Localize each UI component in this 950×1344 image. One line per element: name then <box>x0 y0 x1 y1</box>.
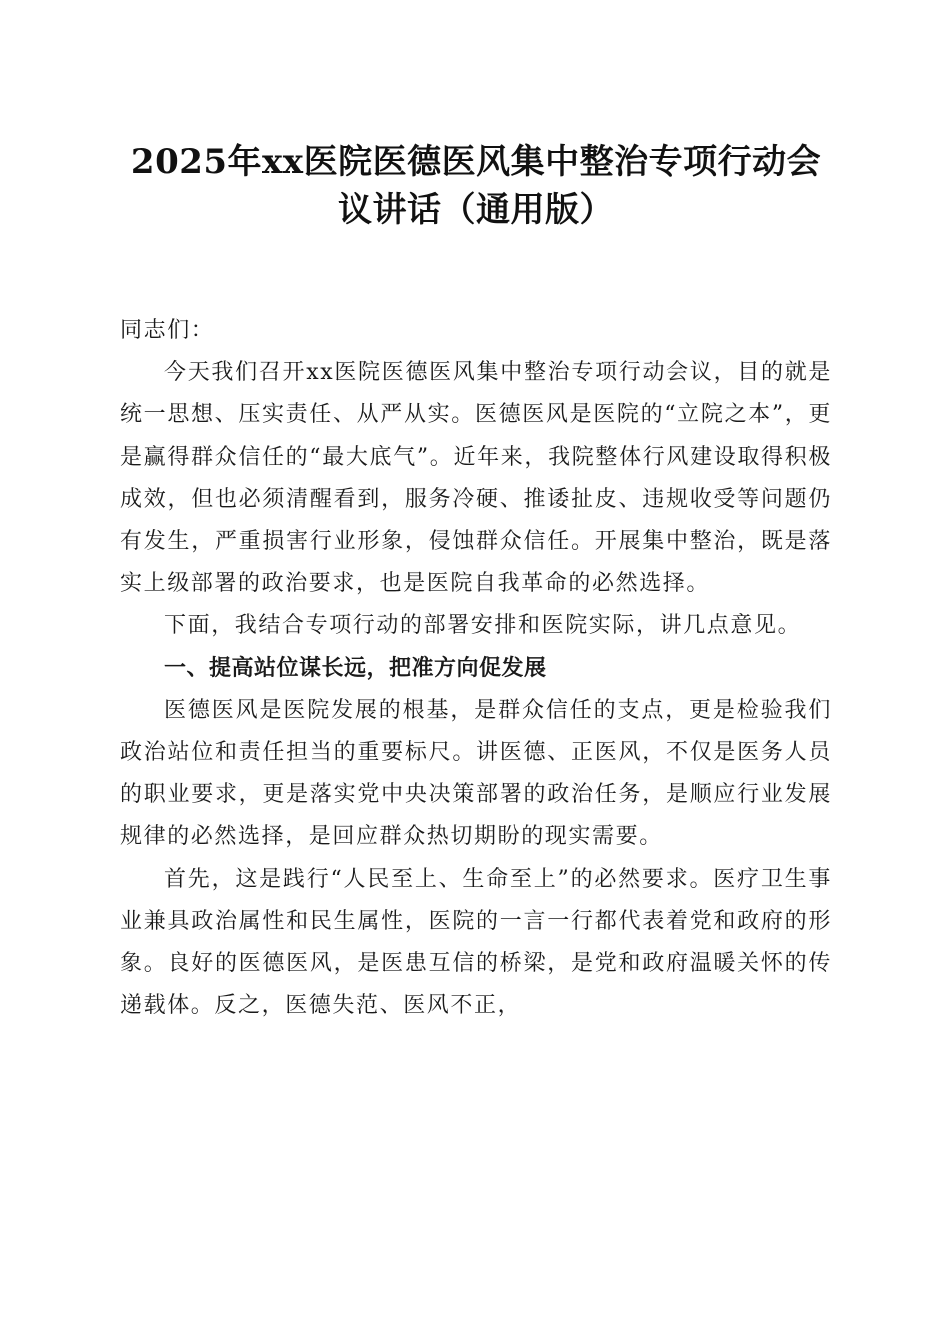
section-1-paragraph-2: 首先，这是践行“人民至上、生命至上”的必然要求。医疗卫生事业兼具政治属性和民生属性，医院的一言一行都代表着党和政府的形象。良好的医德医风，是医患互信的桥梁，是党和政府温暖关怀的传递载体。反之，医德失范、医风不正， <box>120 866 832 1019</box>
section-1-paragraph-1: 医德医风是医院发展的根基，是群众信任的支点，更是检验我们政治站位和责任担当的重要标尺。讲医德、正医风，不仅是医务人员的职业要求，更是落实党中央决策部署的政治任务，是顺应行业发展规律的必然选择，是回应群众热切期盼的现实需要。 <box>120 697 832 850</box>
title-line-2: 议讲话（通用版） <box>338 190 614 230</box>
title-line-1: 2025年xx医院医德医风集中整治专项行动会 <box>130 142 822 182</box>
salutation: 同志们： <box>120 318 215 343</box>
intro-paragraph-2: 下面，我结合专项行动的部署安排和医院实际，讲几点意见。 <box>164 613 802 639</box>
document-page <box>120 138 832 1027</box>
document-body <box>120 310 832 1027</box>
intro-paragraph-1: 今天我们召开xx医院医德医风集中整治专项行动会议，目的就是统一思想、压实责任、从严从实。医德医风是医院的“立院之本”，更是赢得群众信任的“最大底气”。近年来，我院整体行风建设取得积极成效，但也必须清醒看到，服务冷硬、推诿扯皮、违规收受等问题仍有发生，严重损害行业形象，侵蚀群众信任。开展集中整治，既是落实上级部署的政治要求，也是医院自我革命的必然选择。 <box>120 360 832 597</box>
section-heading-1: 一、提高站位谋长远，把准方向促发展 <box>164 655 547 681</box>
document-title <box>120 138 832 234</box>
